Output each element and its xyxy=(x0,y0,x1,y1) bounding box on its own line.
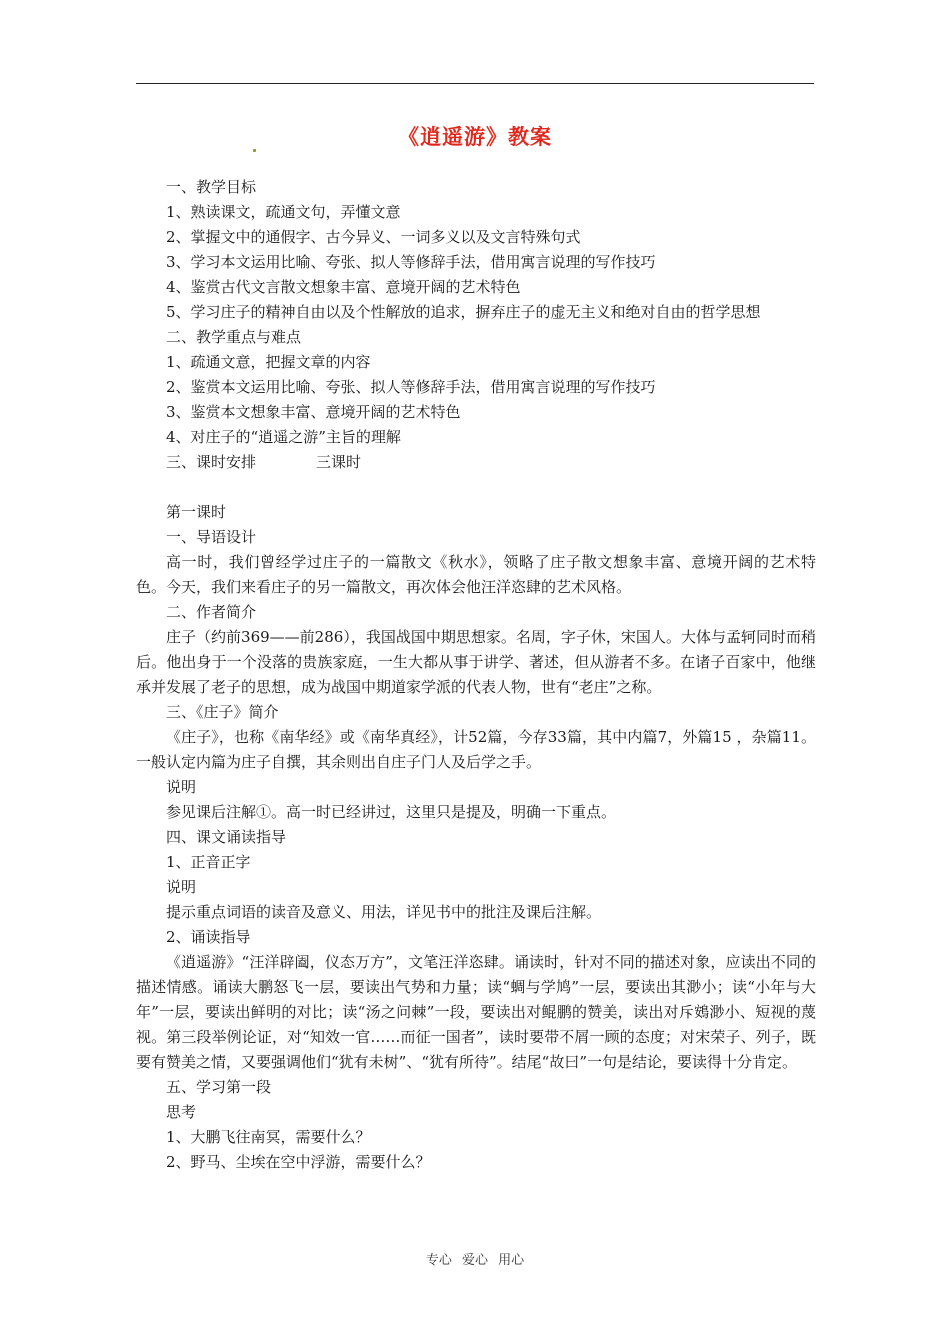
paragraph: 1、熟读课文，疏通文句，弄懂文意 xyxy=(166,203,401,221)
paragraph: 1、大鹏飞往南冥，需要什么？ xyxy=(166,1128,371,1146)
paragraph: 四、课文诵读指导 xyxy=(166,828,287,846)
paragraph: 1、疏通文意，把握文章的内容 xyxy=(166,353,371,371)
paragraph: 三、课时安排 三课时 xyxy=(166,453,362,471)
paragraph: 4、对庄子的“逍遥之游”主旨的理解 xyxy=(166,428,401,446)
paragraph: 三、《庄子》简介 xyxy=(166,703,279,721)
paragraph: 提示重点词语的读音及意义、用法，详见书中的批注及课后注解。 xyxy=(166,903,602,921)
paragraph: 说明 xyxy=(166,878,197,896)
paragraph: 说明 xyxy=(166,778,197,796)
paragraph: 2、野马、尘埃在空中浮游，需要什么？ xyxy=(166,1153,431,1171)
paragraph: 《逍遥游》“汪洋辟阖，仪态万方”，文笔汪洋恣肆。诵读时，针对不同的描述对象，应读出不同的描述情感。诵读大鹏怒飞一层，要读出气势和力量；读“蜩与学鸠”一层，要读出其渺小；读“小年与大年”一层，要读出鲜明的对比；读“汤之问棘”一段，要读出对鲲鹏的赞美，读出对斥鴳渺小、短视的蔑视。第三段举例论证，对“知效一官……而征一国者”，读时要带不屑一顾的态度；对宋荣子、列子，既要有赞美之情，又要强调他们“犹有未树”、“犹有所待”。结尾“故曰”一句是结论，要读得十分肯定。 xyxy=(136,953,816,1071)
paragraph: 高一时，我们曾经学过庄子的一篇散文《秋水》，领略了庄子散文想象丰富、意境开阔的艺术特色。今天，我们来看庄子的另一篇散文，再次体会他汪洋恣肆的艺术风格。 xyxy=(136,553,816,596)
page-footer: 专心 爱心 用心 xyxy=(425,1253,525,1268)
paragraph: 第一课时 xyxy=(166,503,227,521)
paragraph: 1、正音正字 xyxy=(166,853,251,871)
header-rule xyxy=(136,83,814,84)
paragraph: 二、作者简介 xyxy=(166,603,257,621)
paragraph: 《庄子》，也称《南华经》或《南华真经》，计52篇，今存33篇，其中内篇7，外篇15 ，杂篇11。一般认定内篇为庄子自撰，其余则出自庄子门人及后学之手。 xyxy=(136,728,816,771)
blank-line xyxy=(136,475,816,500)
paragraph: 庄子（约前369——前286），我国战国中期思想家。名周，字子休，宋国人。大体与孟轲同时而稍后。他出身于一个没落的贵族家庭，一生大都从事于讲学、著述，但从游者不多。在诸子百家中，他继承并发展了老子的思想，成为战国中期道家学派的代表人物，世有“老庄”之称。 xyxy=(136,628,816,696)
paragraph: 五、学习第一段 xyxy=(166,1078,272,1096)
paragraph: 参见课后注解①。高一时已经讲过，这里只是提及，明确一下重点。 xyxy=(166,803,617,821)
paragraph: 3、学习本文运用比喻、夸张、拟人等修辞手法，借用寓言说理的写作技巧 xyxy=(166,253,656,271)
paragraph: 5、学习庄子的精神自由以及个性解放的追求，摒弃庄子的虚无主义和绝对自由的哲学思想 xyxy=(166,303,761,321)
paragraph: 一、导语设计 xyxy=(166,528,257,546)
paragraph: 2、诵读指导 xyxy=(166,928,251,946)
paragraph: 3、鉴赏本文想象丰富、意境开阔的艺术特色 xyxy=(166,403,461,421)
paragraph: 思考 xyxy=(166,1103,197,1121)
paragraph: 一、教学目标 xyxy=(166,178,257,196)
paragraph: 2、鉴赏本文运用比喻、夸张、拟人等修辞手法，借用寓言说理的写作技巧 xyxy=(166,378,656,396)
document-title: 《逍遥游》教案 xyxy=(398,124,552,149)
document-body xyxy=(136,175,816,1175)
paragraph: 二、教学重点与难点 xyxy=(166,328,302,346)
paragraph: 4、鉴赏古代文言散文想象丰富、意境开阔的艺术特色 xyxy=(166,278,521,296)
paragraph: 2、掌握文中的通假字、古今异义、一词多义以及文言特殊句式 xyxy=(166,228,581,246)
